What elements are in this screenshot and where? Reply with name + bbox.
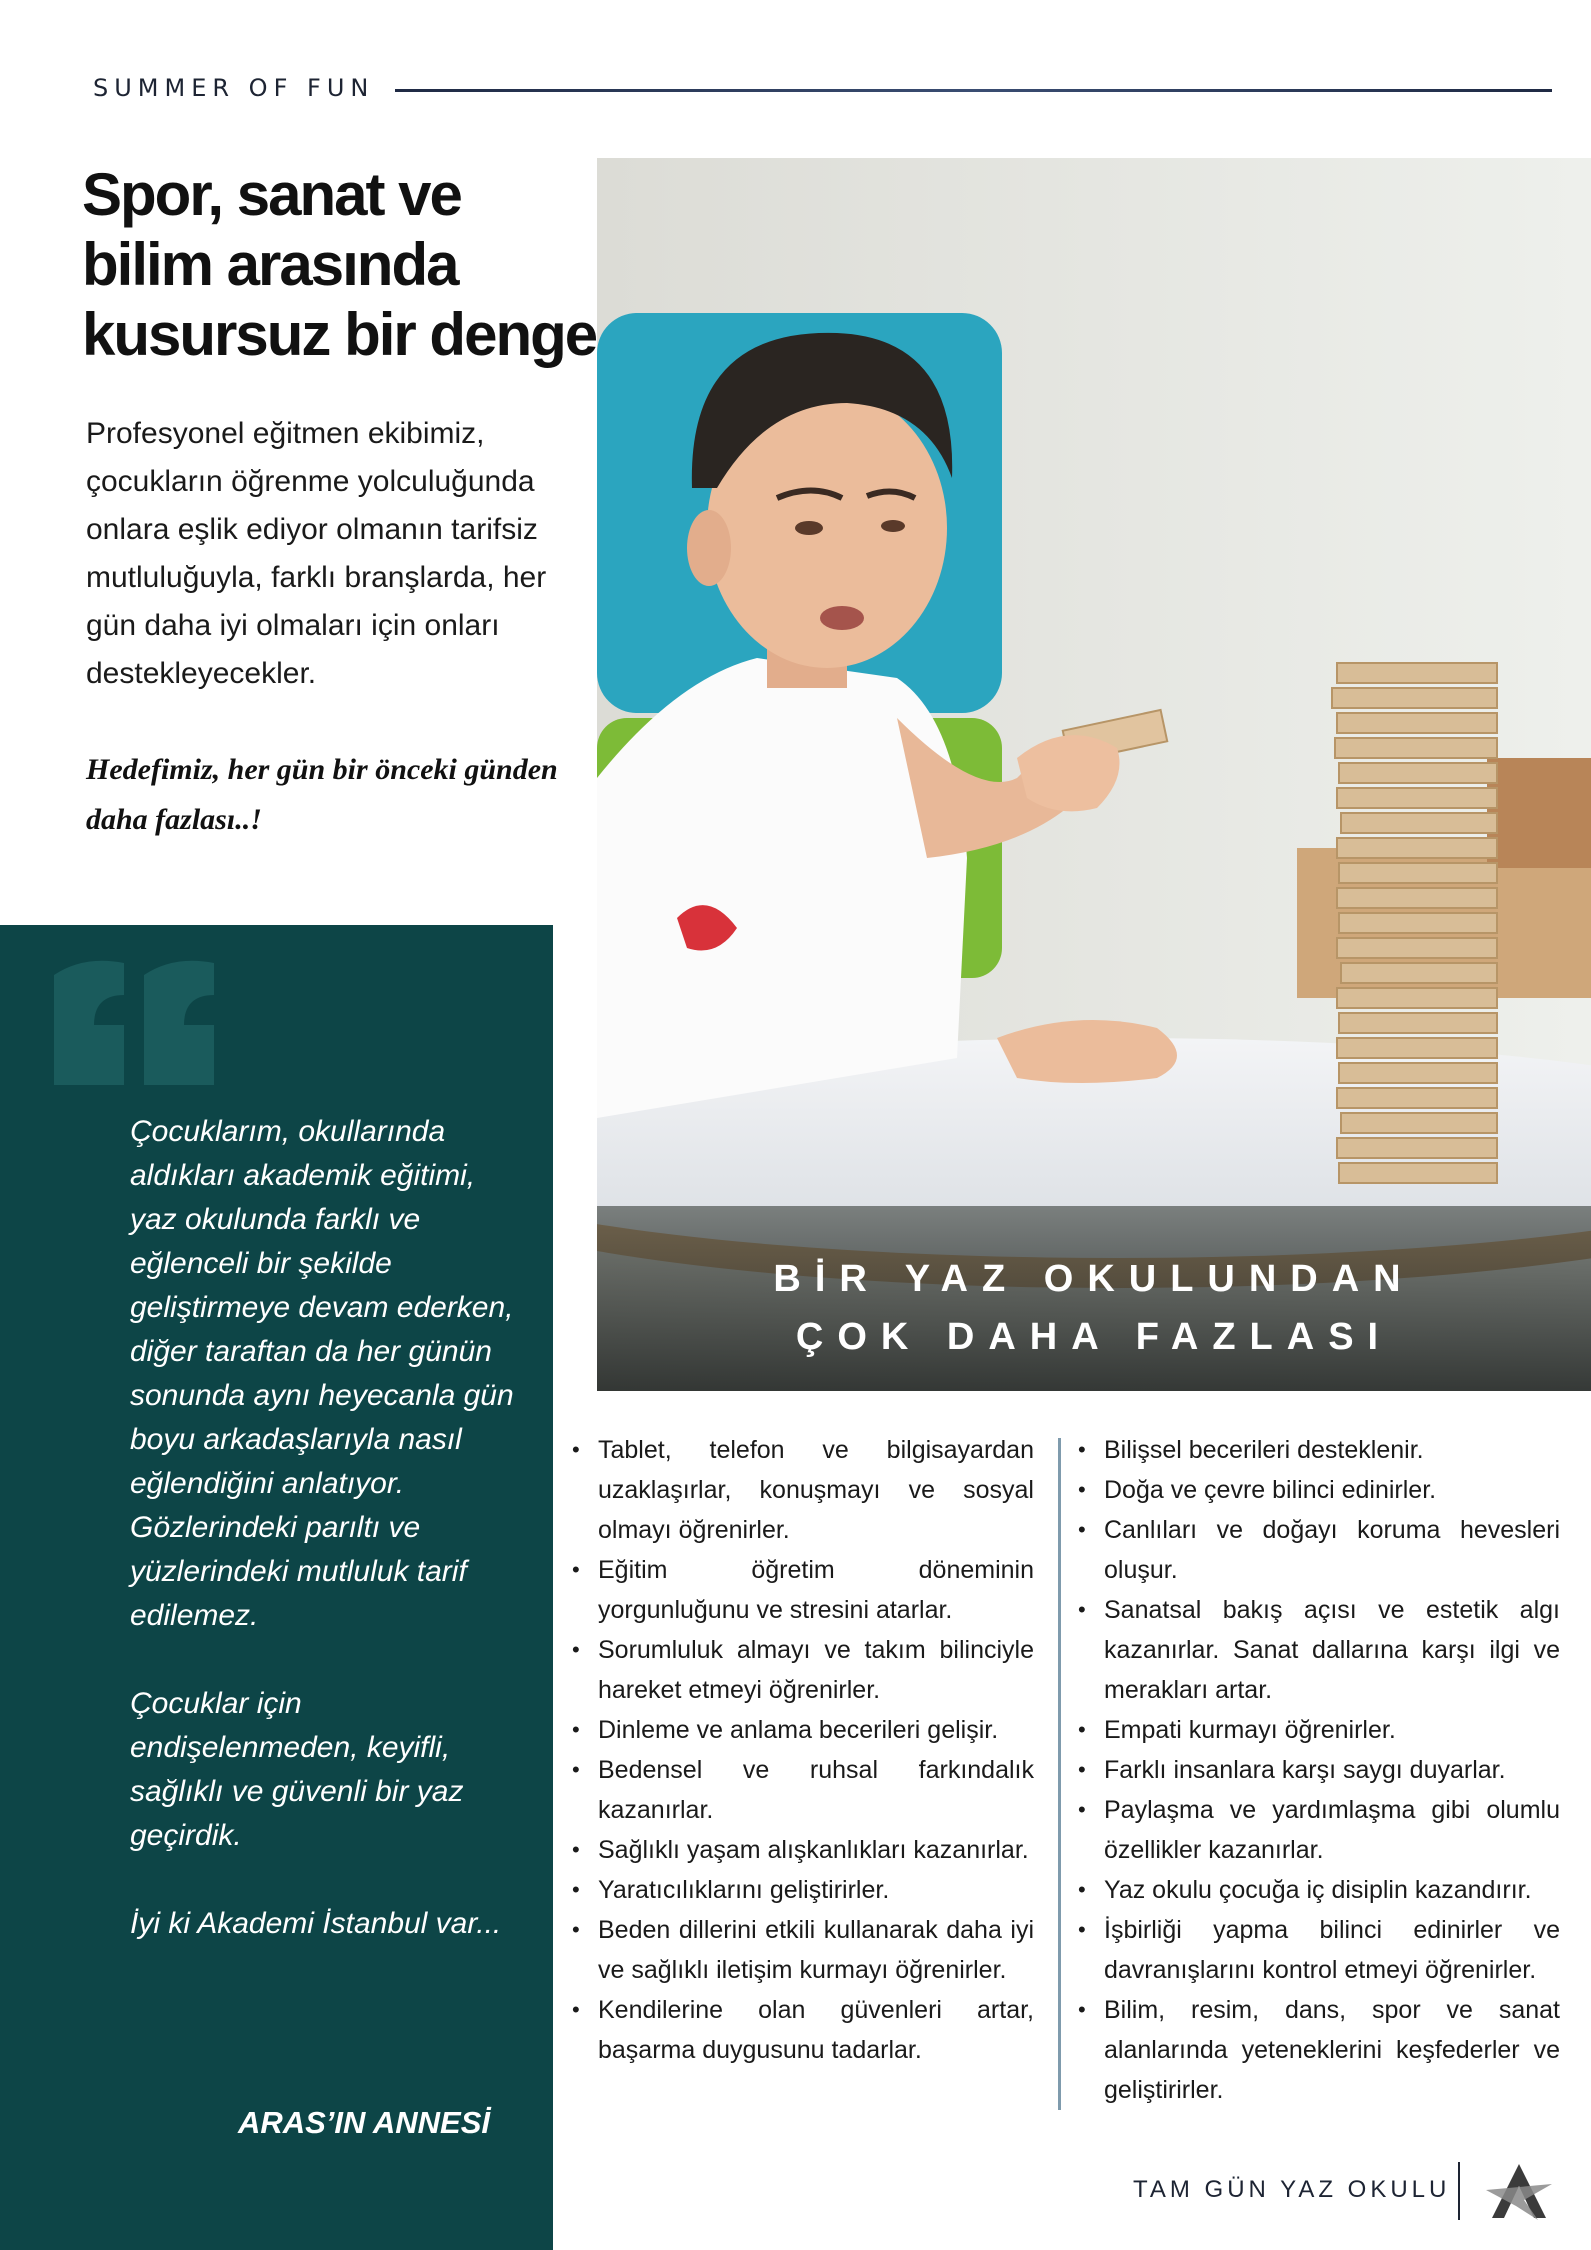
list-item: • Yaz okulu çocuğa iç disiplin kazandırır.	[1078, 1870, 1560, 1910]
list-item: • Bilim, resim, dans, spor ve sanat alanlarında yeteneklerini keşfederler ve geliştirirler.	[1078, 1990, 1560, 2110]
list-item: • Sağlıklı yaşam alışkanlıkları kazanırlar.	[572, 1830, 1034, 1870]
list-item: • Bedensel ve ruhsal farkındalık kazanırlar.	[572, 1750, 1034, 1830]
star-a-logo-icon	[1484, 2160, 1554, 2222]
header-rule	[395, 89, 1552, 92]
list-item: • Empati kurmayı öğrenirler.	[1078, 1710, 1560, 1750]
list-item: • Tablet, telefon ve bilgisayardan uzaklaşırlar, konuşmayı ve sosyal olmayı öğrenirler.	[572, 1430, 1034, 1550]
testimonial-quote: Çocuklarım, okullarında aldıkları akademik eğitimi, yaz okulunda farklı ve eğlenceli bir şekilde geliştirmeye devam ederken, diğer taraftan da her günün sonunda aynı heyecanla gün boyu arkadaşlarıyla nasıl eğlendiğini anlatıyor. Gözlerindeki parıltı ve yüzlerindeki mutluluk tarif edilemez. Çocuklar için endişelenmeden, keyifli, sağlıklı ve güvenli bir yaz geçirdik. İyi ki Akademi İstanbul var...	[130, 1115, 514, 1940]
list-item: • Doğa ve çevre bilinci edinirler.	[1078, 1470, 1560, 1510]
testimonial-panel	[0, 925, 553, 2250]
list-item: • Farklı insanlara karşı saygı duyarlar.	[1078, 1750, 1560, 1790]
intro-paragraph: Profesyonel eğitmen ekibimiz, çocukların öğrenme yolculuğunda onlara eşlik ediyor olmanın tarifsiz mutluluğuyla, farklı branşlarda, her gün daha iyi olmaları için onları destekleyecekler.	[86, 417, 547, 690]
column-divider	[1058, 1438, 1061, 2110]
hero-photo	[597, 158, 1591, 1391]
banner-title-line1: BİR YAZ OKULUNDAN	[773, 1258, 1415, 1300]
header-label: SUMMER OF FUN	[93, 74, 375, 102]
list-item: • Beden dillerini etkili kullanarak daha iyi ve sağlıklı iletişim kurmayı öğrenirler.	[572, 1910, 1034, 1990]
list-item: • Sorumluluk almayı ve takım bilinciyle hareket etmeyi öğrenirler.	[572, 1630, 1034, 1710]
list-item: • Canlıları ve doğayı koruma hevesleri oluşur.	[1078, 1510, 1560, 1590]
testimonial-author: ARAS’IN ANNESİ	[237, 2105, 490, 2140]
list-item: • Yaratıcılıklarını geliştirirler.	[572, 1870, 1034, 1910]
list-item: • Sanatsal bakış açısı ve estetik algı kazanırlar. Sanat dallarına karşı ilgi ve merakları artar.	[1078, 1590, 1560, 1710]
benefits-list-left	[572, 1430, 1034, 2070]
list-item: • Kendilerine olan güvenleri artar, başarma duygusunu tadarlar.	[572, 1990, 1034, 2070]
footer-label: TAM GÜN YAZ OKULU	[1133, 2176, 1451, 2203]
footer-divider	[1458, 2162, 1460, 2220]
page-headline: Spor, sanat ve bilim arasında kusursuz bir denge	[82, 161, 597, 368]
list-item: • Dinleme ve anlama becerileri gelişir.	[572, 1710, 1034, 1750]
list-item: • Paylaşma ve yardımlaşma gibi olumlu özellikler kazanırlar.	[1078, 1790, 1560, 1870]
list-item: • Eğitim öğretim döneminin yorgunluğunu ve stresini atarlar.	[572, 1550, 1034, 1630]
list-item: • Bilişsel becerileri desteklenir.	[1078, 1430, 1560, 1470]
quote-mark-icon	[44, 955, 224, 1095]
list-item: • İşbirliği yapma bilinci edinirler ve davranışlarını kontrol etmeyi öğrenirler.	[1078, 1910, 1560, 1990]
motto-text: Hedefimiz, her gün bir önceki günden daha fazlası..!	[86, 753, 558, 836]
banner-title-line2: ÇOK DAHA FAZLASI	[795, 1316, 1393, 1358]
benefits-list-right	[1078, 1430, 1560, 2110]
